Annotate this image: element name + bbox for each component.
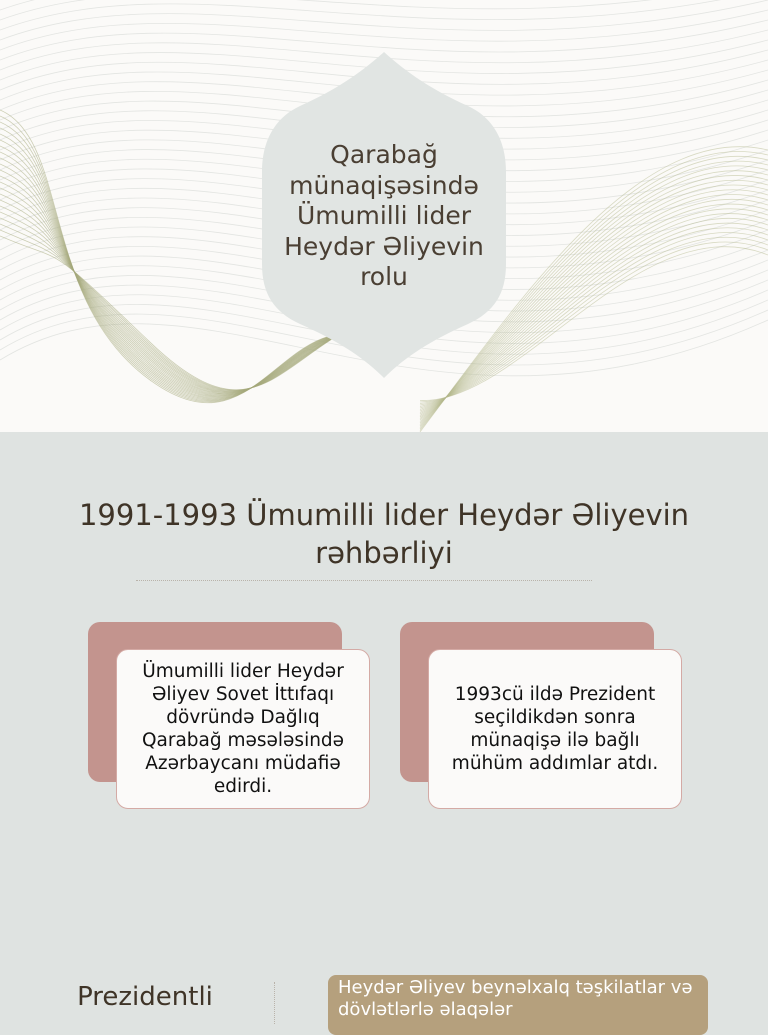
card-2: [428, 649, 682, 809]
left-heading: Prezidentli: [77, 982, 213, 1012]
title-slide: [0, 0, 768, 432]
vertical-divider: [274, 982, 275, 1024]
card-2-text: 1993cü ildə Prezident seçildikdən sonra münaqişə ilə bağlı mühüm addımlar atdı.: [451, 684, 659, 774]
card-1-text: Ümumilli lider Heydər Əliyev Sovet İttıfaqı dövründə Dağlıq Qarabağ məsələsində Azərbaycanı müdafiə edirdi.: [141, 661, 345, 797]
presentation-title: Qarabağ münaqişəsində Ümumilli lider Heydər Əliyevin rolu: [284, 140, 484, 291]
title-divider: [136, 580, 592, 581]
tan-text-box: Heydər Əliyev beynəlxalq təşkilatlar və dövlətlərlə əlaqələr: [328, 975, 708, 1035]
card-1: [116, 649, 370, 809]
content-slide: [0, 432, 768, 1024]
section-title: 1991-1993 Ümumilli lider Heydər Əliyevin rəhbərliyi: [78, 498, 690, 570]
